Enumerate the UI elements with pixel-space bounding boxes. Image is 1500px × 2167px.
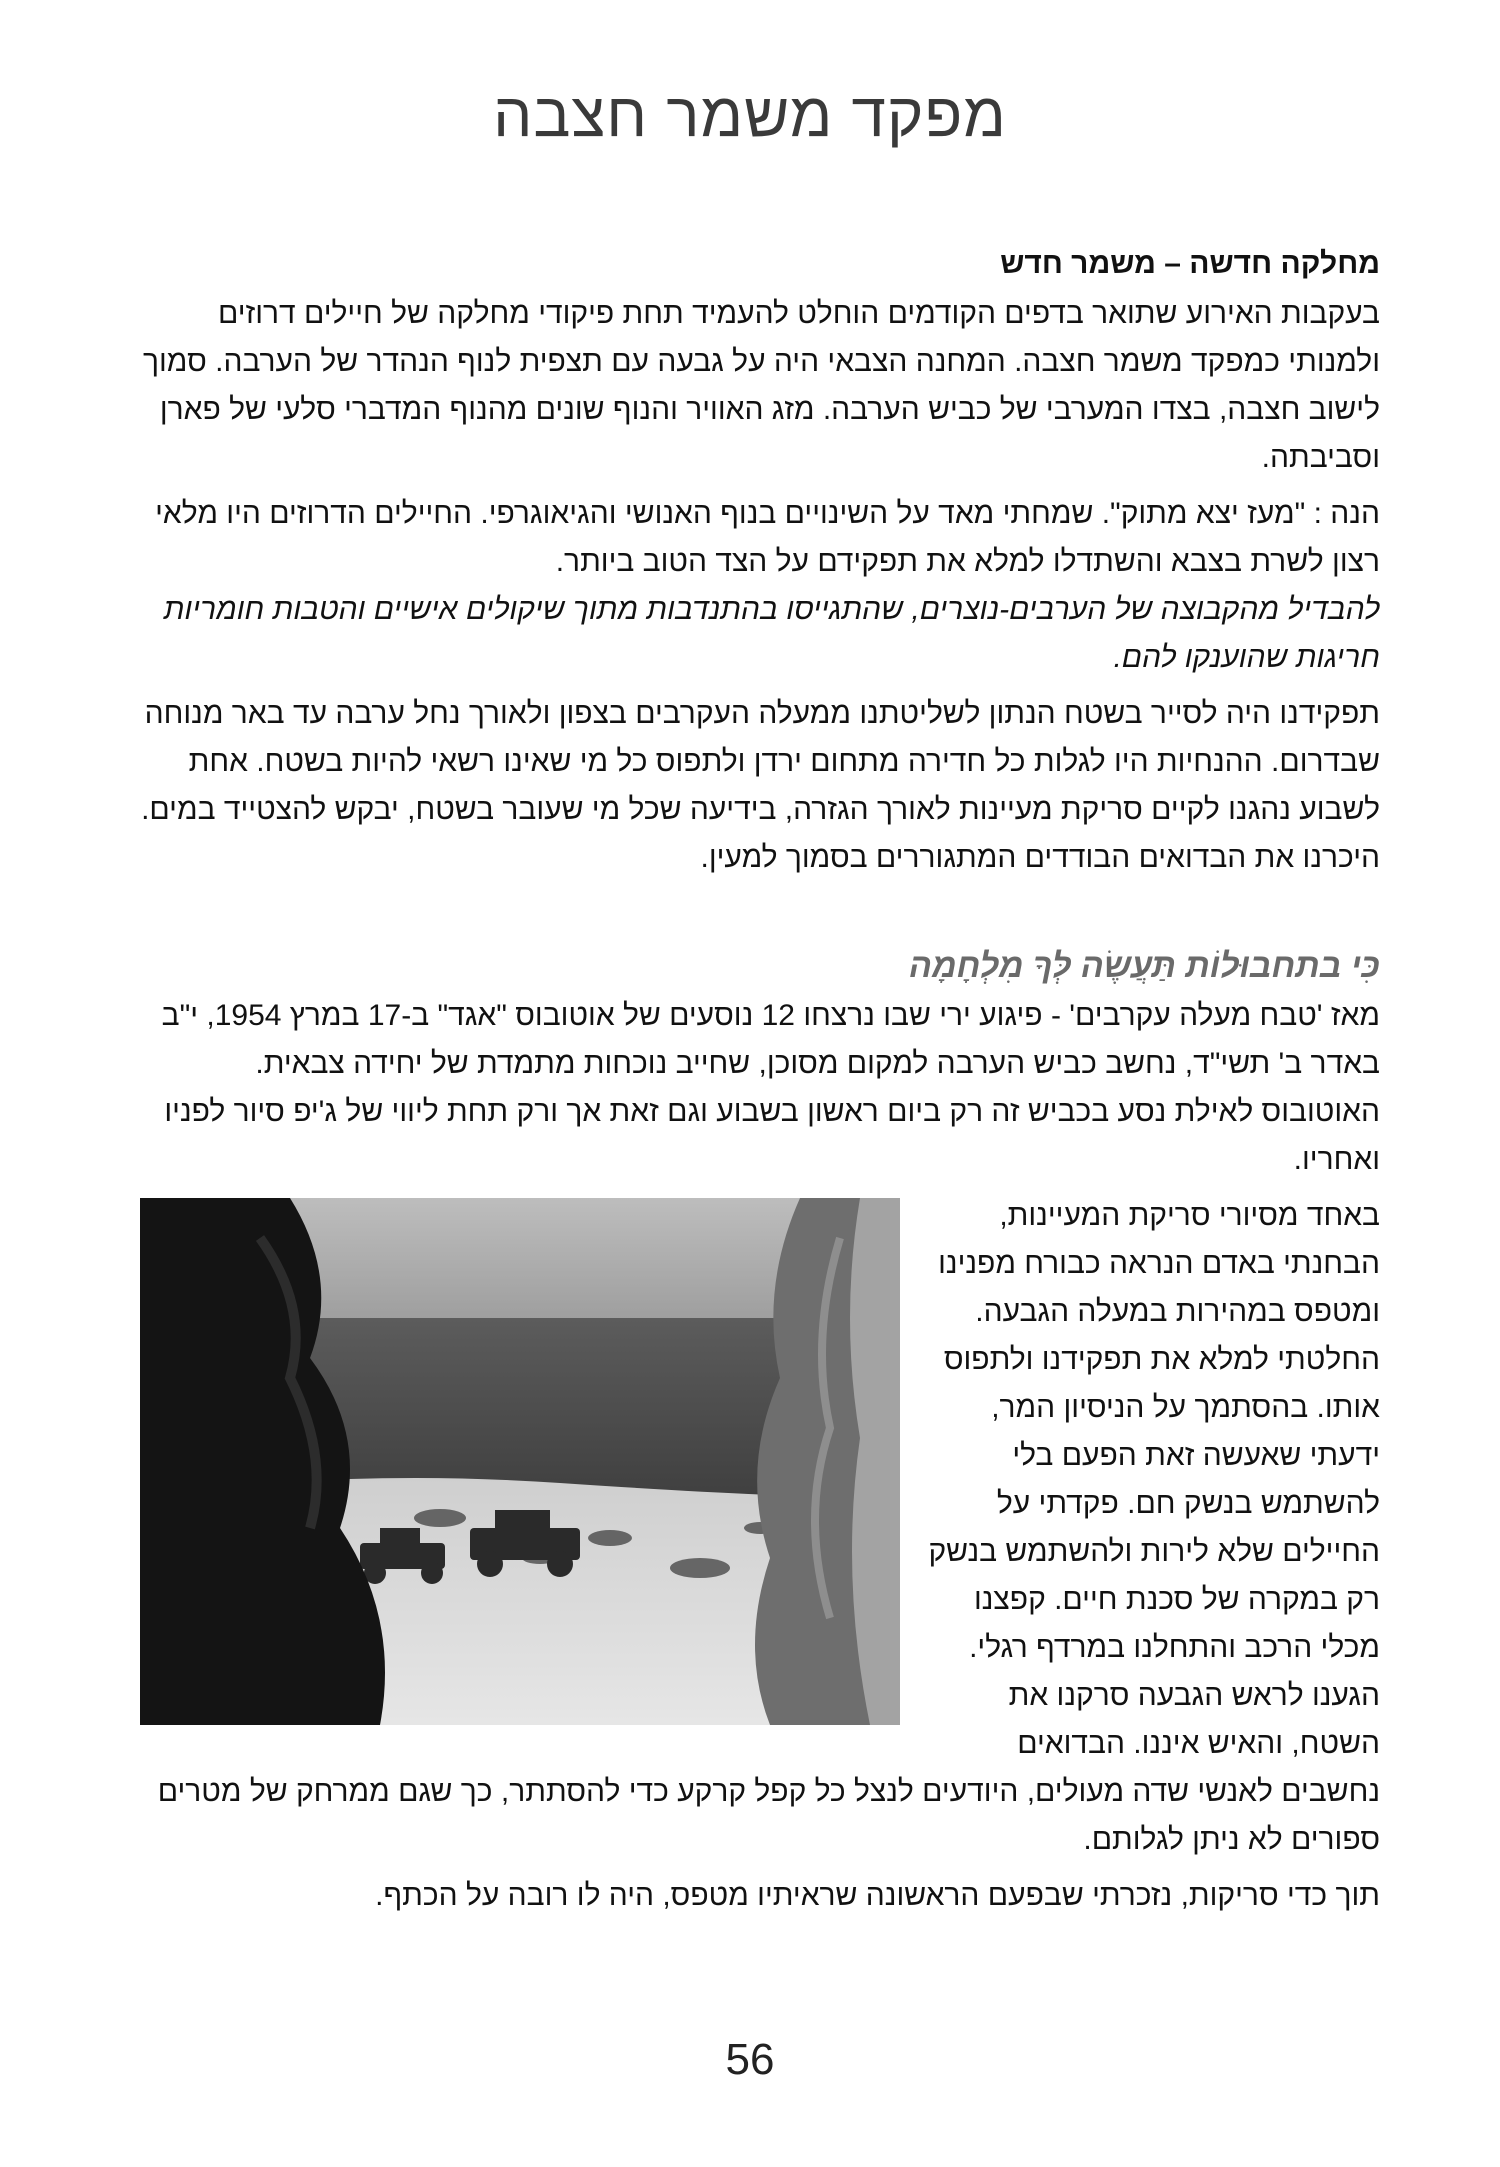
paragraph-massacre-history: מאז 'טבח מעלה עקרבים' - פיגוע ירי שבו נרצחו 12 נוסעים של אוטובוס "אגד" ב-17 במרץ 1954, י"ב באדר ב' תשי"ד, נחשב כביש הערבה למקום מסוכן, שחייב נוכחות מתמדת של יחידה צבאית. האוטובוס לאילת נסע בכביש זה רק ביום ראשון בשבוע וגם זאת אך ורק תחת ליווי של ג'יפ סיור לפניו ואחריו. bbox=[161, 999, 1380, 1176]
paragraph-patrol-duty: תפקידנו היה לסייר בשטח הנתון לשליטתנו ממעלה העקרבים בצפון ולאורך נחל ערבה עד באר מנוחה שבדרום. ההנחיות היו לגלות כל חדירה מתחום ירדן ולתפוס כל מי שאינו רשאי להיות בשטח. אחת לשבוע נהגנו לקיים סריקת מעיינות לאורך הגזרה, בידיעה שכל מי שעובר בשטח, יבקש להצטייד במים. היכרנו את הבדואים הבודדים המתגוררים בסמוך למעין. bbox=[141, 697, 1380, 874]
section-heading-new-platoon: מחלקה חדשה – משמר חדש bbox=[1000, 247, 1380, 280]
section-spacer bbox=[140, 890, 1380, 942]
section-heading-stratagem: כִּי בתחבוּלוֹת תַּעֲשֶׂה לְּךָ מִלְחָמָה bbox=[909, 947, 1380, 985]
paragraph-chase: באחד מסיורי סריקת המעיינות, הבחנתי באדם הנראה כבורח מפנינו ומטפס במהירות במעלה הגבעה. החלטתי למלא את תפקידנו ולתפוס אותו. בהסתמך על הניסיון המר, ידעתי שאעשה זאת הפעם בלי להשתמש בנשק חם. פקדתי על החיילים שלא לירות ולהשתמש בנשק רק במקרה של סכנת חיים. קפצנו מכלי הרכב והתחלנו במרדף רגלי. הגענו לראש הגבעה סרקנו את השטח, והאיש איננו. הבדואים נחשבים לאנשי שדה מעולים, היודעים לנצל כל קפל קרקע כדי להסתתר, כך שגם ממרחק של מטרים ספורים לא ניתן לגלותם. bbox=[157, 1199, 1380, 1856]
paragraph-druze-normal: הנה : "מעז יצא מתוק". שמחתי מאד על השינויים בנוף האנושי והגיאוגרפי. החיילים הדרוזים היו מלאי רצון לשרת בצבא והשתדלו למלא את תפקידם על הצד הטוב ביותר. bbox=[155, 497, 1380, 578]
main-content bbox=[140, 240, 1380, 1928]
paragraph-druze-soldiers bbox=[140, 490, 1380, 682]
desert-jeeps-photo bbox=[140, 1198, 900, 1725]
page-title: מפקד משמר חצבה bbox=[493, 81, 1007, 150]
photo-image bbox=[140, 1198, 900, 1725]
photo-with-text bbox=[140, 1192, 1380, 1872]
paragraph-rifle: תוך כדי סריקות, נזכרתי שבפעם הראשונה שראיתיו מטפס, היה לו רובה על הכתף. bbox=[375, 1879, 1380, 1912]
paragraph-druze-italic: להבדיל מהקבוצה של הערבים-נוצרים, שהתגייסו בהתנדבות מתוך שיקולים אישיים והטבות חומריות חריגות שהוענקו להם. bbox=[163, 593, 1380, 674]
page-number: 56 bbox=[725, 2035, 775, 2084]
paragraph-intro: בעקבות האירוע שתואר בדפים הקודמים הוחלט להעמיד תחת פיקודי מחלקה של חיילים דרוזים ולמנותי כמפקד משמר חצבה. המחנה הצבאי היה על גבעה עם תצפית לנוף הנהדר של הערבה. סמוך לישוב חצבה, בצדו המערבי של כביש הערבה. מזג האוויר והנוף שונים מהנוף המדברי סלעי של פארן וסביבתה. bbox=[142, 297, 1380, 474]
